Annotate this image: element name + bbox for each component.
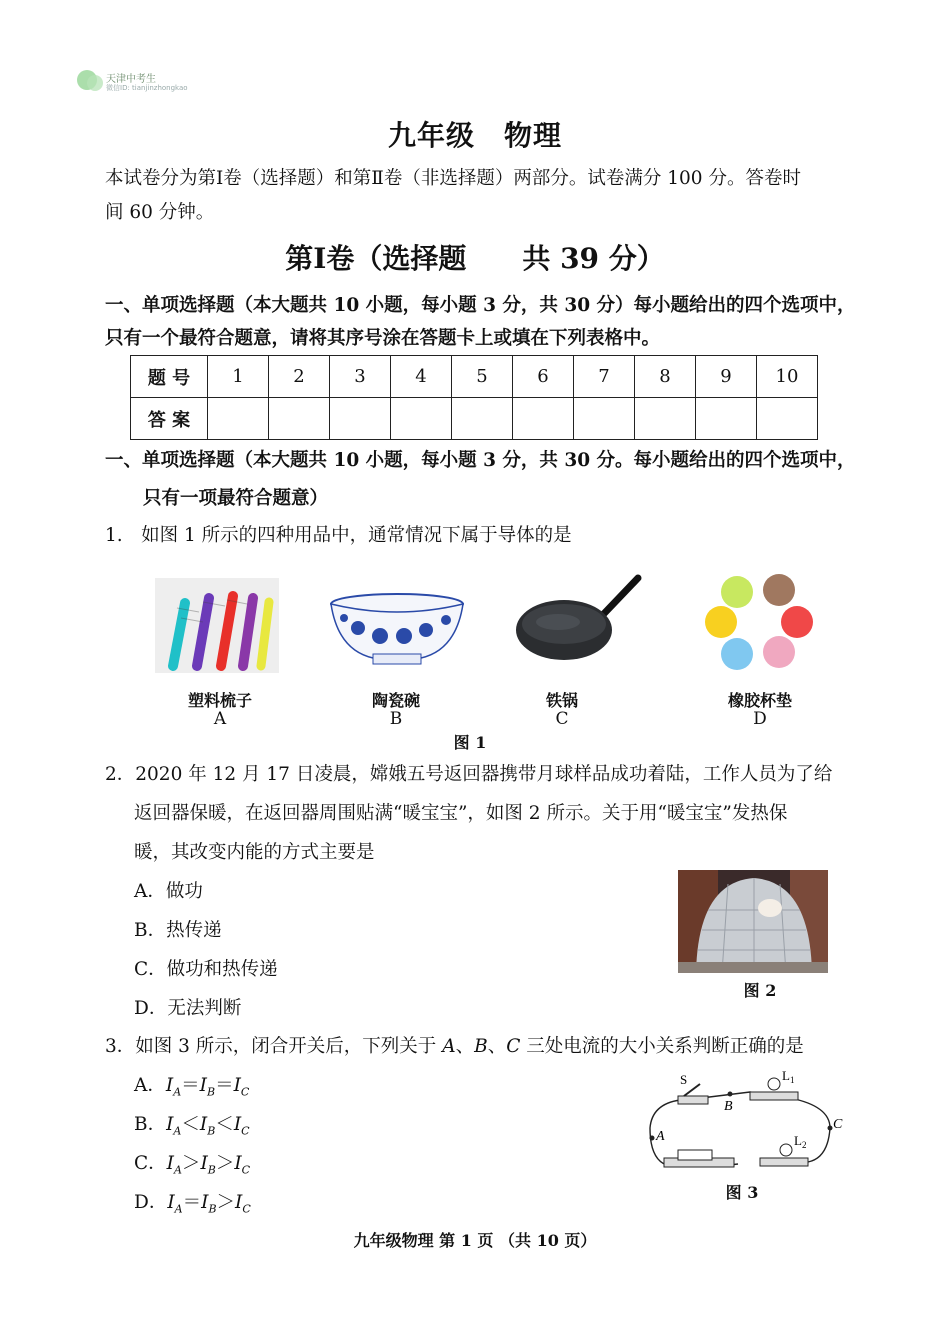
relation: ＞	[215, 1153, 235, 1174]
answer-cell[interactable]	[208, 398, 269, 440]
answer-table-header-answer: 答 案	[131, 398, 208, 440]
answer-number: 7	[574, 356, 635, 398]
current-subscript: B	[208, 1202, 217, 1216]
answer-table-header-number: 题 号	[131, 356, 208, 398]
relation: ＝	[182, 1192, 202, 1213]
svg-text:L2	[794, 1133, 806, 1150]
answer-cell[interactable]	[269, 398, 330, 440]
separator: 、	[455, 1036, 475, 1057]
current-symbol: I	[166, 1114, 174, 1135]
porcelain-bowl-image	[328, 592, 466, 666]
answer-cell[interactable]	[635, 398, 696, 440]
answer-table-answer-row	[131, 398, 818, 440]
point-b-marker: B	[724, 1099, 733, 1114]
current-symbol: I	[199, 1114, 208, 1135]
answer-cell[interactable]	[574, 398, 635, 440]
current-symbol: I	[235, 1192, 243, 1213]
q3-option-d[interactable]	[134, 1188, 251, 1216]
current-symbol: I	[165, 1075, 174, 1096]
current-subscript: C	[241, 1163, 251, 1177]
figure-3-label: 图 3	[725, 1183, 759, 1202]
answer-number: 6	[513, 356, 574, 398]
question-3-text-post: 三处电流的大小关系判断正确的是	[520, 1036, 804, 1057]
q1-letter-a: A	[213, 709, 227, 729]
current-symbol: I	[200, 1153, 208, 1174]
relation: ＜	[215, 1114, 234, 1135]
question-3-text	[105, 1032, 804, 1058]
return-capsule-photo	[678, 870, 828, 973]
relation: ＞	[216, 1192, 236, 1213]
point-c-marker: C	[833, 1117, 843, 1132]
instruction-2-line-2: 只有一项最符合题意）	[143, 488, 329, 509]
point-a-label: A	[442, 1036, 456, 1057]
q2-option-d[interactable]: D．无法判断	[134, 998, 242, 1019]
intro-line-1: 本试卷分为第Ⅰ卷（选择题）和第Ⅱ卷（非选择题）两部分。试卷满分 100 分。答卷时	[105, 168, 801, 189]
q1-caption-d: 橡胶杯垫	[727, 691, 792, 710]
plastic-comb-image	[155, 578, 279, 673]
current-symbol: I	[201, 1192, 209, 1213]
q1-letter-d: D	[753, 709, 767, 729]
battery-icon	[678, 1150, 712, 1160]
svg-text:L1	[782, 1068, 794, 1085]
lamp-2-sub: 2	[801, 1140, 807, 1150]
q2-option-b[interactable]: B．热传递	[134, 920, 222, 941]
answer-cell[interactable]	[330, 398, 391, 440]
question-2-line-3: 暖，其改变内能的方式主要是	[134, 842, 375, 863]
current-subscript: C	[242, 1202, 251, 1216]
relation: ＜	[181, 1114, 200, 1135]
separator: 、	[487, 1036, 507, 1057]
q1-letter-c: C	[555, 709, 569, 729]
answer-cell[interactable]	[513, 398, 574, 440]
rubber-coaster-image	[703, 574, 815, 672]
instruction-2-line-1: 一、单项选择题（本大题共 10 小题，每小题 3 分，共 30 分。每小题给出的四个选项中，	[105, 450, 856, 471]
switch-icon	[678, 1096, 708, 1104]
question-1-text: 1. 如图 1 所示的四种用品中，通常情况下属于导体的是	[105, 525, 572, 546]
q1-caption-a: 塑料梳子	[187, 691, 252, 710]
watermark-logo-icon	[74, 66, 108, 98]
current-subscript: B	[207, 1163, 216, 1177]
answer-number: 2	[269, 356, 330, 398]
lamp-2-label: L	[794, 1133, 802, 1148]
q3-option-b[interactable]	[134, 1110, 250, 1138]
current-subscript: C	[241, 1124, 250, 1138]
answer-number: 3	[330, 356, 391, 398]
current-subscript: A	[174, 1202, 183, 1216]
intro-line-2: 间 60 分钟。	[105, 202, 215, 223]
current-symbol: I	[234, 1153, 242, 1174]
relation: ＞	[181, 1153, 201, 1174]
watermark-name: 天津中考生	[106, 74, 156, 85]
circuit-wire	[650, 1092, 830, 1166]
figure-1-label: 图 1	[453, 733, 487, 752]
watermark-sub: 微信ID: tianjinzhongkao	[106, 84, 188, 92]
lamp-1-sub: 1	[789, 1075, 795, 1085]
answer-table	[130, 355, 818, 440]
lamp-1-icon	[768, 1078, 780, 1090]
section-title: 第Ⅰ卷（选择题 共 39 分）	[285, 242, 665, 275]
point-c-label: C	[506, 1036, 521, 1057]
option-letter: C．	[134, 1153, 167, 1174]
current-subscript: A	[173, 1124, 182, 1138]
answer-cell[interactable]	[391, 398, 452, 440]
instruction-1-line-2: 只有一个最符合题意，请将其序号涂在答题卡上或填在下列表格中。	[105, 328, 661, 349]
current-symbol: I	[233, 1114, 242, 1135]
lamp-2-icon	[780, 1144, 792, 1156]
relation: ＝	[215, 1075, 234, 1096]
page-title: 九年级 物理	[387, 119, 562, 152]
question-3-text-pre: 3．如图 3 所示，闭合开关后，下列关于	[105, 1036, 443, 1057]
answer-cell[interactable]	[452, 398, 513, 440]
page-footer: 九年级物理 第 1 页 （共 10 页）	[353, 1231, 597, 1250]
q1-caption-b: 陶瓷碗	[371, 691, 420, 710]
relation: ＝	[181, 1075, 200, 1096]
current-subscript: A	[173, 1163, 182, 1177]
q1-caption-c: 铁锅	[545, 691, 578, 710]
question-2-line-1: 2．2020 年 12 月 17 日凌晨，嫦娥五号返回器携带月球样品成功着陆，工作人员为了给	[105, 764, 833, 785]
option-letter: D．	[134, 1192, 168, 1213]
instruction-1-line-1: 一、单项选择题（本大题共 10 小题，每小题 3 分，共 30 分）每小题给出的四个选项中，	[105, 295, 856, 316]
question-2-line-2: 返回器保暖，在返回器周围贴满“暖宝宝”，如图 2 所示。关于用“暖宝宝”发热保	[134, 803, 788, 824]
current-subscript: A	[173, 1085, 182, 1099]
circuit-diagram	[640, 1066, 850, 1178]
answer-number: 9	[696, 356, 757, 398]
current-symbol: I	[233, 1075, 241, 1096]
current-subscript: B	[206, 1085, 216, 1099]
current-symbol: I	[199, 1075, 207, 1096]
switch-label: S	[680, 1072, 688, 1087]
q2-option-a[interactable]: A．做功	[134, 881, 203, 902]
answer-cell[interactable]	[757, 398, 818, 440]
iron-wok-image	[514, 572, 648, 672]
current-subscript: C	[240, 1085, 250, 1099]
answer-number: 8	[635, 356, 696, 398]
q2-option-c[interactable]: C．做功和热传递	[134, 959, 278, 980]
point-a-marker: A	[656, 1129, 665, 1144]
current-symbol: I	[167, 1192, 175, 1213]
lamp-1-label: L	[782, 1068, 790, 1083]
q3-option-c[interactable]	[134, 1149, 250, 1177]
answer-number: 10	[757, 356, 818, 398]
current-symbol: I	[166, 1153, 174, 1174]
option-letter: B．	[134, 1114, 167, 1135]
answer-number: 4	[391, 356, 452, 398]
answer-cell[interactable]	[696, 398, 757, 440]
answer-table-number-row	[131, 356, 818, 398]
q1-letter-b: B	[389, 709, 403, 729]
answer-number: 1	[208, 356, 269, 398]
option-letter: A．	[134, 1075, 166, 1096]
q3-option-a[interactable]	[134, 1071, 249, 1099]
answer-number: 5	[452, 356, 513, 398]
point-b-label: B	[474, 1036, 488, 1057]
figure-2-label: 图 2	[743, 981, 777, 1000]
current-subscript: B	[207, 1124, 216, 1138]
